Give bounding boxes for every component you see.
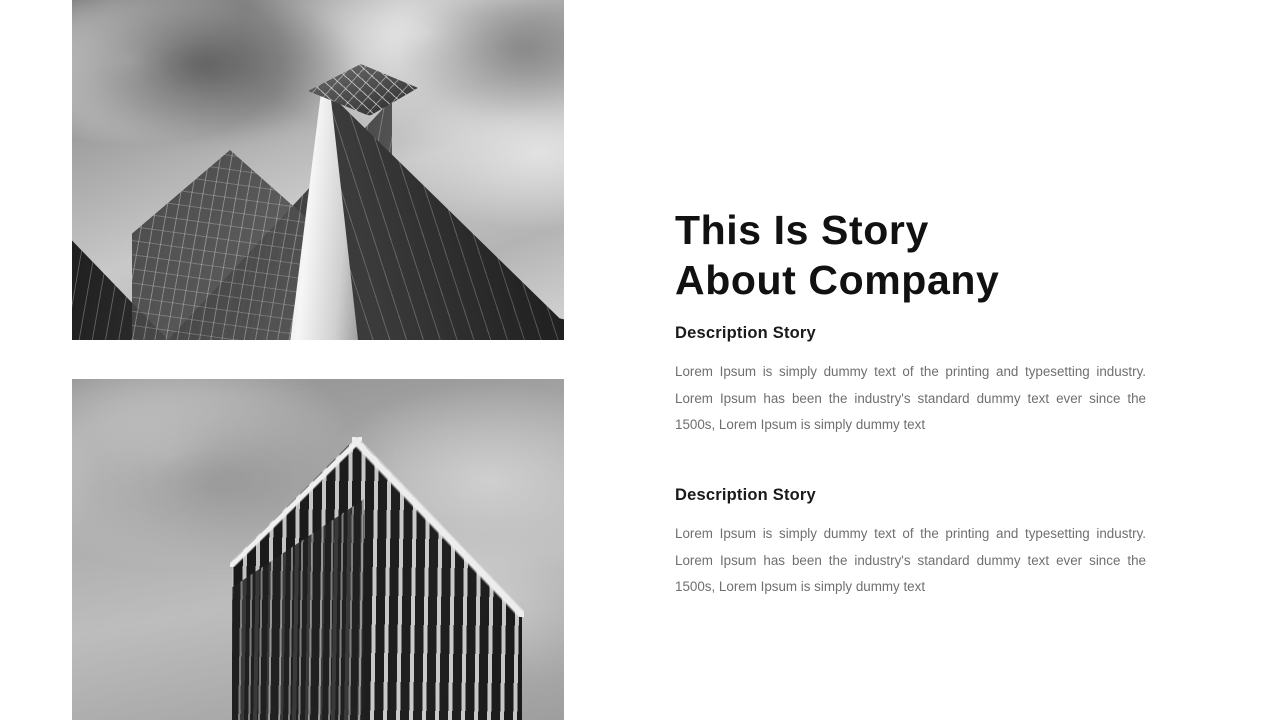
page-title <box>675 205 1146 305</box>
text-column <box>675 0 1146 720</box>
section-1-body: Lorem Ipsum is simply dummy text of the printing and typesetting industry. Lorem Ipsum has been the industry's standard dummy text ever since the 1500s, Lorem Ipsum is simply dummy text <box>675 364 1146 432</box>
photo2-tower-right-edge <box>352 437 524 617</box>
description-section-2 <box>675 486 1146 601</box>
photo1-cloud-left <box>72 0 352 140</box>
photo1-cloud-right <box>402 0 564 120</box>
section-2-title: Description Story <box>675 486 816 504</box>
description-section-1 <box>675 324 1146 439</box>
photo2-tower-left-edge <box>230 437 362 567</box>
page-title-line-1: This Is Story <box>675 207 929 254</box>
section-1-title: Description Story <box>675 324 816 342</box>
image-column <box>72 0 564 720</box>
striped-tower-photo <box>72 379 564 720</box>
section-2-body: Lorem Ipsum is simply dummy text of the printing and typesetting industry. Lorem Ipsum has been the industry's standard dummy text ever since the 1500s, Lorem Ipsum is simply dummy text <box>675 526 1146 594</box>
page-title-line-2: About Company <box>675 257 1000 304</box>
skyscraper-apex-photo <box>72 0 564 340</box>
